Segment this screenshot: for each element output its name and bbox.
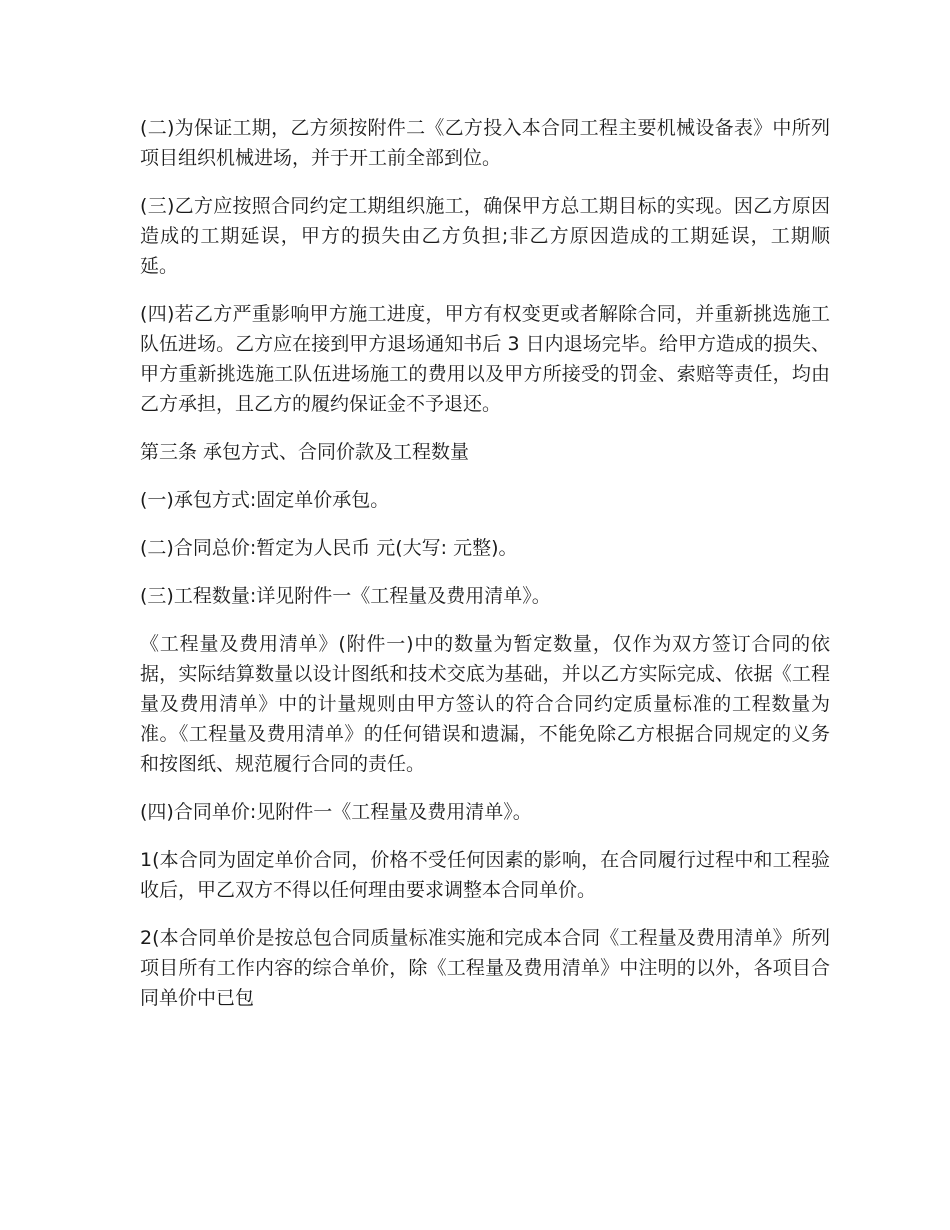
document-page: [140, 113, 830, 1031]
article-heading: 第三条 承包方式、合同价款及工程数量: [140, 441, 470, 463]
paragraph-unit-price: (四)合同单价:见附件一《工程量及费用清单》。: [140, 801, 532, 823]
paragraph-item-1: 1(本合同为固定单价合同，价格不受任何因素的影响，在合同履行过程中和工程验收后，甲乙双方不得以任何理由要求调整本合同单价。: [140, 849, 830, 901]
paragraph-schedule-equipment: (二)为保证工期，乙方须按附件二《乙方投入本合同工程主要机械设备表》中所列项目组织机械进场，并于开工前全部到位。: [140, 117, 830, 169]
paragraph-schedule-delay: (三)乙方应按照合同约定工期组织施工，确保甲方总工期目标的实现。因乙方原因造成的工期延误，甲方的损失由乙方负担;非乙方原因造成的工期延误，工期顺延。: [140, 195, 830, 277]
paragraph-termination: (四)若乙方严重影响甲方施工进度，甲方有权变更或者解除合同，并重新挑选施工队伍进场。乙方应在接到甲方退场通知书后 3 日内退场完毕。给甲方造成的损失、甲方重新挑选施工队伍进场施工的费用以及甲方所接受的罚金、索赔等责任，均由乙方承担，且乙方的履约保证金不予退还。: [140, 303, 830, 415]
paragraph-total-price: (二)合同总价:暂定为人民币 元(大写: 元整)。: [140, 537, 518, 559]
paragraph-quantities: (三)工程数量:详见附件一《工程量及费用清单》。: [140, 585, 551, 607]
paragraph-item-2: 2(本合同单价是按总包合同质量标准实施和完成本合同《工程量及费用清单》所列项目所有工作内容的综合单价，除《工程量及费用清单》中注明的以外，各项目合同单价中已包: [140, 927, 830, 1009]
paragraph-quantities-detail: 《工程量及费用清单》(附件一)中的数量为暂定数量，仅作为双方签订合同的依据，实际结算数量以设计图纸和技术交底为基础，并以乙方实际完成、依据《工程量及费用清单》中的计量规则由甲方签认的符合合同约定质量标准的工程数量为准。《工程量及费用清单》的任何错误和遗漏，不能免除乙方根据合同规定的义务和按图纸、规范履行合同的责任。: [140, 633, 830, 775]
paragraph-contract-method: (一)承包方式:固定单价承包。: [140, 489, 390, 511]
